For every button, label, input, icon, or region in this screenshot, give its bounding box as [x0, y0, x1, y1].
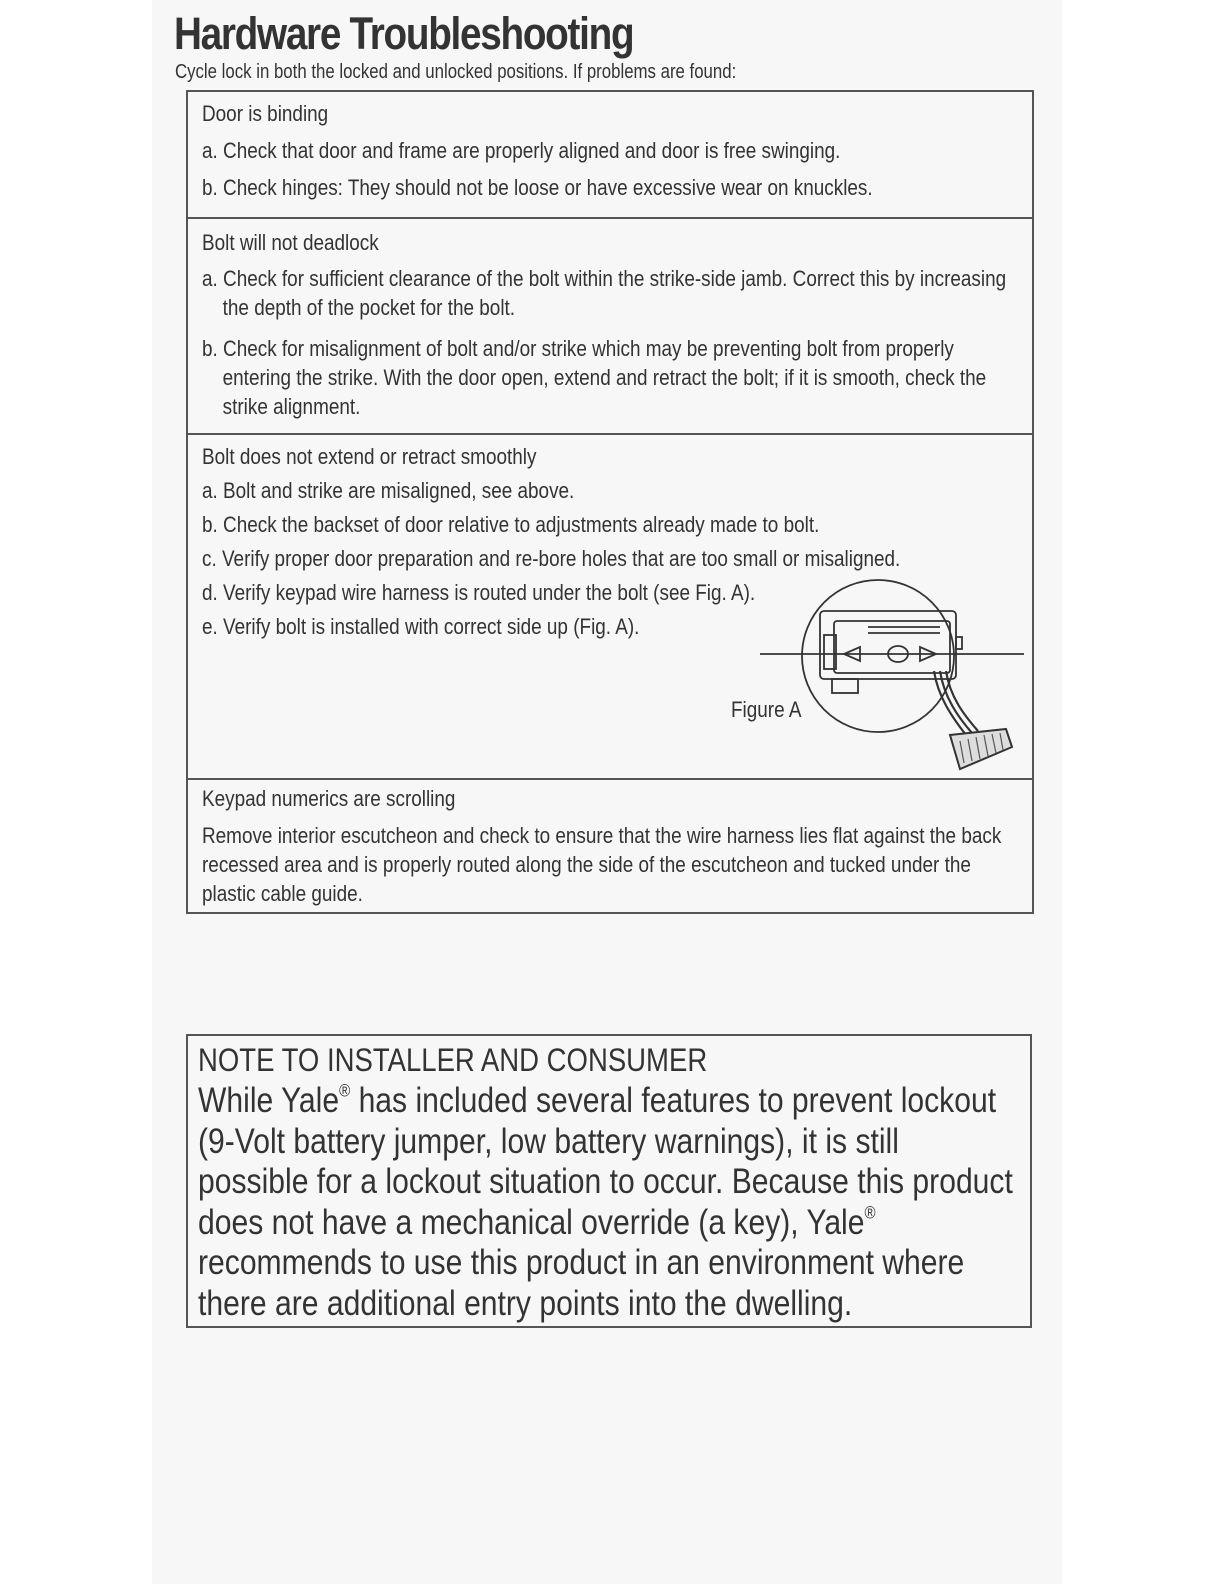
- note-title: NOTE TO INSTALLER AND CONSUMER: [198, 1042, 708, 1078]
- section-title: Bolt will not deadlock: [202, 230, 379, 255]
- list-item: d. Verify keypad wire harness is routed under the bolt (see Fig. A).: [202, 580, 756, 605]
- section-bolt-deadlock: [188, 217, 1032, 433]
- section-door-binding: [188, 100, 1032, 217]
- section-keypad-scrolling: [188, 778, 1032, 912]
- registered-mark: ®: [864, 1201, 876, 1222]
- list-item: a. Bolt and strike are misaligned, see above.: [202, 478, 575, 503]
- section-text: Remove interior escutcheon and check to ensure that the wire harness lies flat against the back recessed area and is properly routed along the side of the escutcheon and tucked under the plastic cable guide.: [202, 823, 1002, 906]
- list-item: b. Check the backset of door relative to adjustments already made to bolt.: [202, 512, 820, 537]
- bolt-diagram-figure: [760, 579, 1028, 775]
- section-bolt-extend: [188, 433, 1032, 778]
- section-title: Keypad numerics are scrolling: [202, 786, 456, 811]
- brand-name: Yale: [806, 1202, 865, 1242]
- page-title: Hardware Troubleshooting: [174, 8, 634, 59]
- list-item: b. Check for misalignment of bolt and/or strike which may be preventing bolt from properly entering the strike. With the door open, extend and retract the bolt; if it is smooth, check the strike alignment.: [202, 336, 987, 419]
- brand-name: Yale: [281, 1081, 340, 1120]
- note-text-part: While: [198, 1081, 282, 1120]
- installer-note-box: [186, 1034, 1032, 1328]
- figure-caption: Figure A: [731, 697, 802, 722]
- list-item: e. Verify bolt is installed with correct side up (Fig. A).: [202, 614, 640, 639]
- list-item: b. Check hinges: They should not be loose or have excessive wear on knuckles.: [202, 175, 873, 200]
- troubleshooting-table: [186, 90, 1034, 914]
- intro-text: Cycle lock in both the locked and unlocked positions. If problems are found:: [175, 61, 737, 83]
- list-item: a. Check that door and frame are properly aligned and door is free swinging.: [202, 138, 841, 163]
- registered-mark: ®: [339, 1080, 351, 1101]
- list-item: c. Verify proper door preparation and re-bore holes that are too small or misaligned.: [202, 546, 901, 571]
- section-title: Door is binding: [202, 101, 329, 126]
- list-item: a. Check for sufficient clearance of the bolt within the strike-side jamb. Correct this by increasing the depth of the pocket for the bolt.: [202, 266, 1007, 320]
- note-text: [198, 1081, 1015, 1324]
- note-text-part: recommends to use this product in an environment where there are additional entry points into the dwelling.: [198, 1243, 965, 1323]
- section-title: Bolt does not extend or retract smoothly: [202, 444, 537, 469]
- note-text-part: has included several features to prevent lockout (9-Volt battery jumper, low battery warnings), it is still possible for a lockout situation to occur. Because this product does not have a mechanical override (a key),: [198, 1081, 1013, 1242]
